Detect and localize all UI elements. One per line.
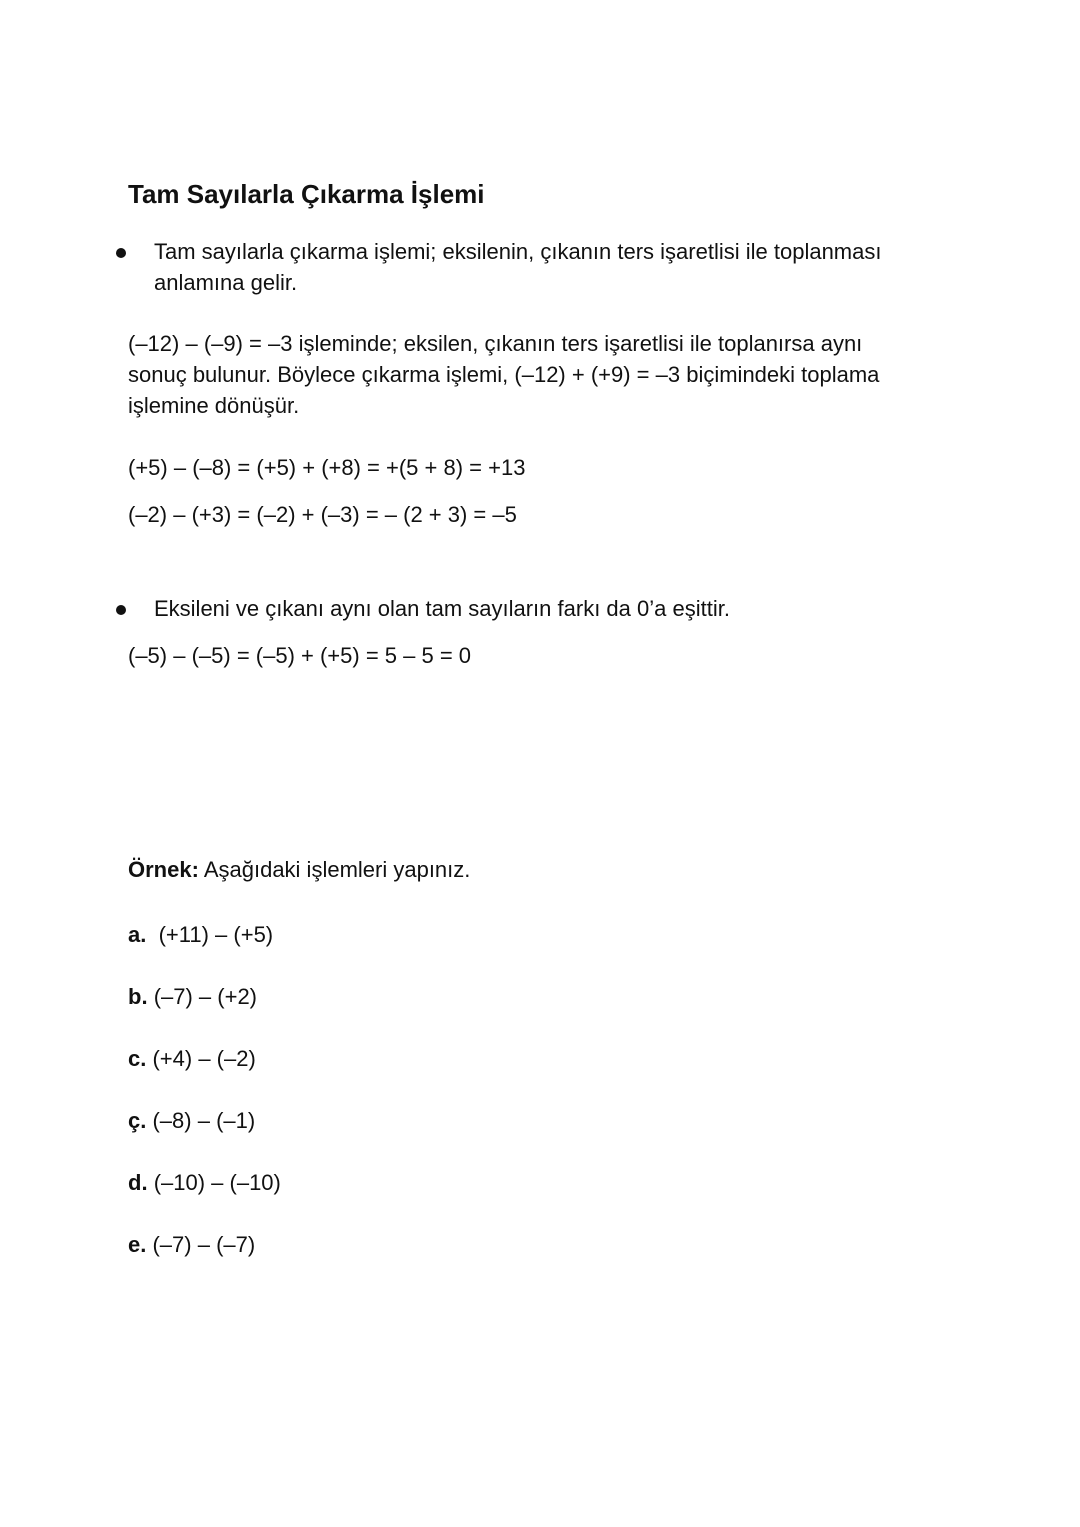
bullet-dot-icon xyxy=(116,248,126,258)
exercise-expression: (+11) – (+5) xyxy=(158,922,274,947)
example-heading xyxy=(128,854,470,885)
exercise-item-e xyxy=(128,1229,255,1260)
exercise-label: ç. xyxy=(128,1108,147,1133)
exercise-item-d xyxy=(128,1167,281,1198)
exercise-label: d. xyxy=(128,1170,148,1195)
equation-1: (+5) – (–8) = (+5) + (+8) = +(5 + 8) = +13 xyxy=(128,455,526,480)
bullet-zero-text: Eksileni ve çıkanı aynı olan tam sayıların farkı da 0’a eşittir. xyxy=(154,596,730,621)
exercise-expression: (–7) – (–7) xyxy=(152,1232,256,1257)
bullet-line-2: anlamına gelir. xyxy=(154,270,298,295)
exercise-item-c xyxy=(128,1043,256,1074)
example-instruction: Aşağıdaki işlemleri yapınız. xyxy=(203,857,471,882)
exercise-expression: (+4) – (–2) xyxy=(152,1046,256,1071)
exercise-item-b xyxy=(128,981,257,1012)
exercise-label: c. xyxy=(128,1046,147,1071)
exercise-item-a xyxy=(128,919,273,950)
bullet-dot-icon xyxy=(116,605,126,615)
paragraph-line-2: sonuç bulunur. Böylece çıkarma işlemi, (–12) + (+9) = –3 biçimindeki toplama xyxy=(128,362,880,387)
explanation-paragraph xyxy=(128,328,879,421)
paragraph-line-3: işlemine dönüşür. xyxy=(128,393,300,418)
exercise-label: b. xyxy=(128,984,148,1009)
page-title: Tam Sayılarla Çıkarma İşlemi xyxy=(128,179,485,209)
exercise-expression: (–7) – (+2) xyxy=(153,984,258,1009)
exercise-label: e. xyxy=(128,1232,147,1257)
exercise-expression: (–10) – (–10) xyxy=(153,1170,281,1195)
bullet-line-1: Tam sayılarla çıkarma işlemi; eksilenin, çıkanın ters işaretlisi ile toplanması xyxy=(154,239,882,264)
example-label: Örnek: xyxy=(128,857,199,882)
exercise-label: a. xyxy=(128,922,147,947)
equation-2: (–2) – (+3) = (–2) + (–3) = – (2 + 3) = –5 xyxy=(128,502,517,527)
equation-zero: (–5) – (–5) = (–5) + (+5) = 5 – 5 = 0 xyxy=(128,643,472,668)
paragraph-line-1: (–12) – (–9) = –3 işleminde; eksilen, çıkanın ters işaretlisi ile toplanırsa aynı xyxy=(128,331,863,356)
exercise-expression: (–8) – (–1) xyxy=(152,1108,256,1133)
exercise-item-cc xyxy=(128,1105,255,1136)
